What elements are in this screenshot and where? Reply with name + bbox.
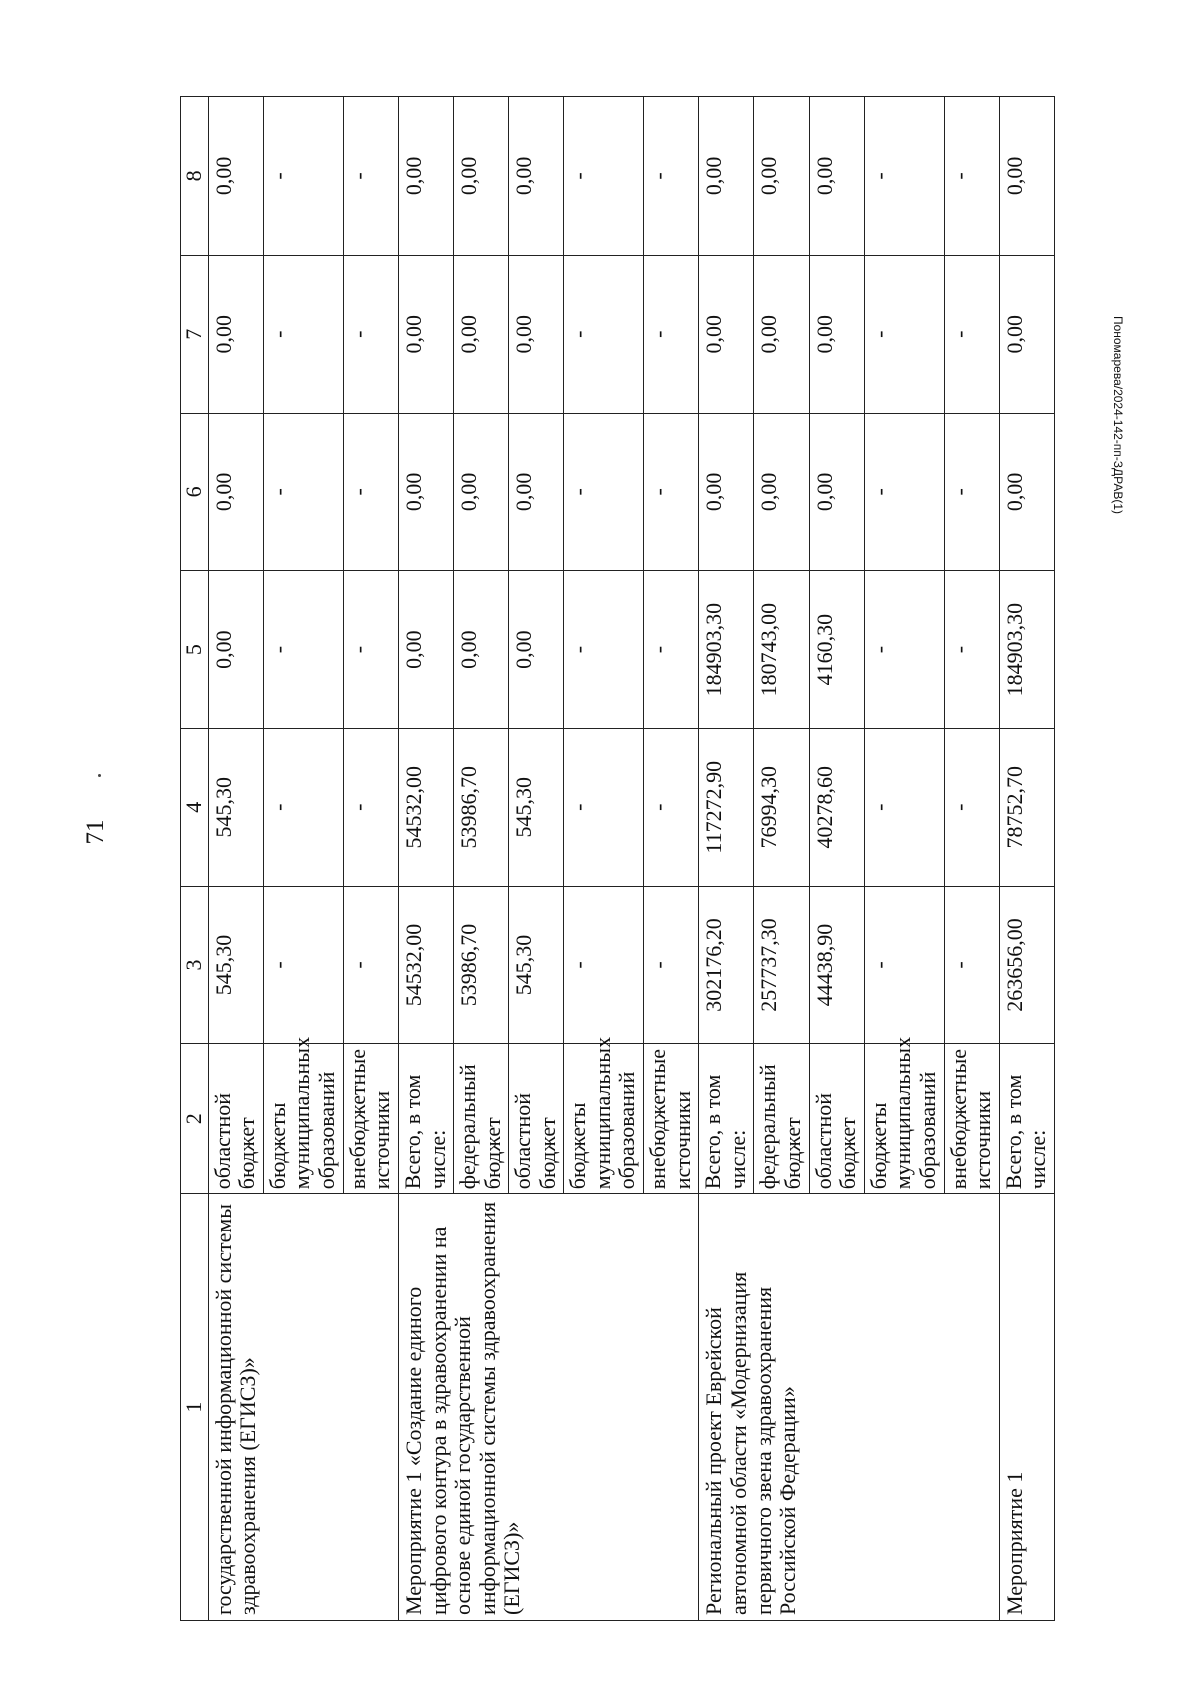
funding-source-cell: бюджеты муниципальных образований xyxy=(564,1044,644,1194)
amount-cell: - xyxy=(864,728,944,886)
funding-table xyxy=(180,96,1055,1621)
amount-cell: 184903,30 xyxy=(699,571,754,729)
amount-cell: 53986,70 xyxy=(454,886,509,1044)
program-title-cell: государственной информационной системы здравоохранения (ЕГИСЗ)» xyxy=(208,1194,398,1621)
amount-cell: - xyxy=(343,413,398,571)
funding-source-cell: бюджеты муниципальных образований xyxy=(864,1044,944,1194)
amount-cell: - xyxy=(644,413,699,571)
amount-cell: 0,00 xyxy=(754,413,809,571)
amount-cell: 545,30 xyxy=(208,886,263,1044)
amount-cell: - xyxy=(263,413,343,571)
amount-cell: 545,30 xyxy=(509,728,564,886)
amount-cell: - xyxy=(944,886,999,1044)
amount-cell: 0,00 xyxy=(809,97,864,256)
amount-cell: 263656,00 xyxy=(999,886,1054,1044)
column-header: 1 xyxy=(181,1194,209,1621)
amount-cell: 0,00 xyxy=(754,255,809,413)
funding-source-cell: федеральный бюджет xyxy=(454,1044,509,1194)
rotated-table-frame xyxy=(180,96,1055,1621)
amount-cell: - xyxy=(564,413,644,571)
amount-cell: - xyxy=(343,886,398,1044)
amount-cell: 117272,90 xyxy=(699,728,754,886)
amount-cell: 0,00 xyxy=(699,255,754,413)
amount-cell: 0,00 xyxy=(699,413,754,571)
amount-cell: 54532,00 xyxy=(398,728,453,886)
amount-cell: - xyxy=(864,571,944,729)
table-row xyxy=(398,97,453,1621)
amount-cell: - xyxy=(864,97,944,256)
table-body xyxy=(208,97,1054,1621)
funding-source-cell: Всего, в том числе: xyxy=(699,1044,754,1194)
column-header: 6 xyxy=(181,413,209,571)
program-title-cell: Региональный проект Еврейской автономной области «Модернизация первичного звена здравоохранения Российской Федерации» xyxy=(699,1194,999,1621)
amount-cell: 0,00 xyxy=(398,413,453,571)
amount-cell: 0,00 xyxy=(999,255,1054,413)
funding-source-cell: Всего, в том числе: xyxy=(398,1044,453,1194)
amount-cell: - xyxy=(263,571,343,729)
amount-cell: - xyxy=(644,255,699,413)
amount-cell: - xyxy=(263,728,343,886)
amount-cell: 0,00 xyxy=(454,97,509,256)
amount-cell: 44438,90 xyxy=(809,886,864,1044)
table-row xyxy=(699,97,754,1621)
amount-cell: 545,30 xyxy=(509,886,564,1044)
amount-cell: - xyxy=(944,728,999,886)
amount-cell: - xyxy=(864,413,944,571)
amount-cell: 0,00 xyxy=(754,97,809,256)
amount-cell: 0,00 xyxy=(809,413,864,571)
column-header: 3 xyxy=(181,886,209,1044)
amount-cell: - xyxy=(263,97,343,256)
amount-cell: 0,00 xyxy=(509,413,564,571)
amount-cell: 54532,00 xyxy=(398,886,453,1044)
amount-cell: 40278,60 xyxy=(809,728,864,886)
column-header: 8 xyxy=(181,97,209,256)
amount-cell: 78752,70 xyxy=(999,728,1054,886)
amount-cell: 180743,00 xyxy=(754,571,809,729)
header-row xyxy=(181,97,209,1621)
table-row xyxy=(208,97,263,1621)
funding-source-cell: областной бюджет xyxy=(208,1044,263,1194)
amount-cell: - xyxy=(343,571,398,729)
amount-cell: 0,00 xyxy=(208,413,263,571)
amount-cell: 0,00 xyxy=(398,255,453,413)
amount-cell: 4160,30 xyxy=(809,571,864,729)
amount-cell: - xyxy=(564,886,644,1044)
amount-cell: - xyxy=(944,255,999,413)
amount-cell: 0,00 xyxy=(208,255,263,413)
funding-source-cell: федеральный бюджет xyxy=(754,1044,809,1194)
program-title-cell: Мероприятие 1 «Создание единого цифрового контура в здравоохранении на основе единой государственной информационной системы здравоохранения (ЕГИСЗ)» xyxy=(398,1194,698,1621)
amount-cell: - xyxy=(864,255,944,413)
column-header: 7 xyxy=(181,255,209,413)
amount-cell: - xyxy=(644,886,699,1044)
amount-cell: 0,00 xyxy=(999,413,1054,571)
amount-cell: 0,00 xyxy=(809,255,864,413)
funding-source-cell: областной бюджет xyxy=(809,1044,864,1194)
amount-cell: - xyxy=(343,255,398,413)
funding-source-cell: областной бюджет xyxy=(509,1044,564,1194)
amount-cell: 302176,20 xyxy=(699,886,754,1044)
funding-source-cell: Всего, в том числе: xyxy=(999,1044,1054,1194)
amount-cell: 257737,30 xyxy=(754,886,809,1044)
amount-cell: 0,00 xyxy=(699,97,754,256)
amount-cell: - xyxy=(944,97,999,256)
funding-source-cell: внебюджетные источники xyxy=(343,1044,398,1194)
amount-cell: 0,00 xyxy=(509,571,564,729)
column-header: 2 xyxy=(181,1044,209,1194)
amount-cell: 76994,30 xyxy=(754,728,809,886)
amount-cell: - xyxy=(343,728,398,886)
funding-source-cell: внебюджетные источники xyxy=(644,1044,699,1194)
funding-source-cell: внебюджетные источники xyxy=(944,1044,999,1194)
amount-cell: 0,00 xyxy=(999,97,1054,256)
amount-cell: - xyxy=(564,97,644,256)
amount-cell: 53986,70 xyxy=(454,728,509,886)
amount-cell: 0,00 xyxy=(454,255,509,413)
amount-cell: 184903,30 xyxy=(999,571,1054,729)
amount-cell: - xyxy=(564,255,644,413)
table-row xyxy=(999,97,1054,1621)
column-header: 5 xyxy=(181,571,209,729)
amount-cell: 0,00 xyxy=(208,97,263,256)
amount-cell: - xyxy=(644,728,699,886)
amount-cell: - xyxy=(644,571,699,729)
amount-cell: 0,00 xyxy=(509,255,564,413)
amount-cell: - xyxy=(343,97,398,256)
amount-cell: 545,30 xyxy=(208,728,263,886)
amount-cell: - xyxy=(263,886,343,1044)
funding-source-cell: бюджеты муниципальных образований xyxy=(263,1044,343,1194)
amount-cell: - xyxy=(564,571,644,729)
scan-dot xyxy=(98,774,101,777)
amount-cell: 0,00 xyxy=(398,571,453,729)
program-title-cell: Мероприятие 1 xyxy=(999,1194,1054,1621)
amount-cell: - xyxy=(644,97,699,256)
amount-cell: - xyxy=(944,413,999,571)
amount-cell: - xyxy=(263,255,343,413)
amount-cell: - xyxy=(864,886,944,1044)
amount-cell: 0,00 xyxy=(509,97,564,256)
amount-cell: 0,00 xyxy=(398,97,453,256)
amount-cell: 0,00 xyxy=(454,413,509,571)
amount-cell: - xyxy=(564,728,644,886)
column-header: 4 xyxy=(181,728,209,886)
amount-cell: 0,00 xyxy=(208,571,263,729)
amount-cell: - xyxy=(944,571,999,729)
amount-cell: 0,00 xyxy=(454,571,509,729)
